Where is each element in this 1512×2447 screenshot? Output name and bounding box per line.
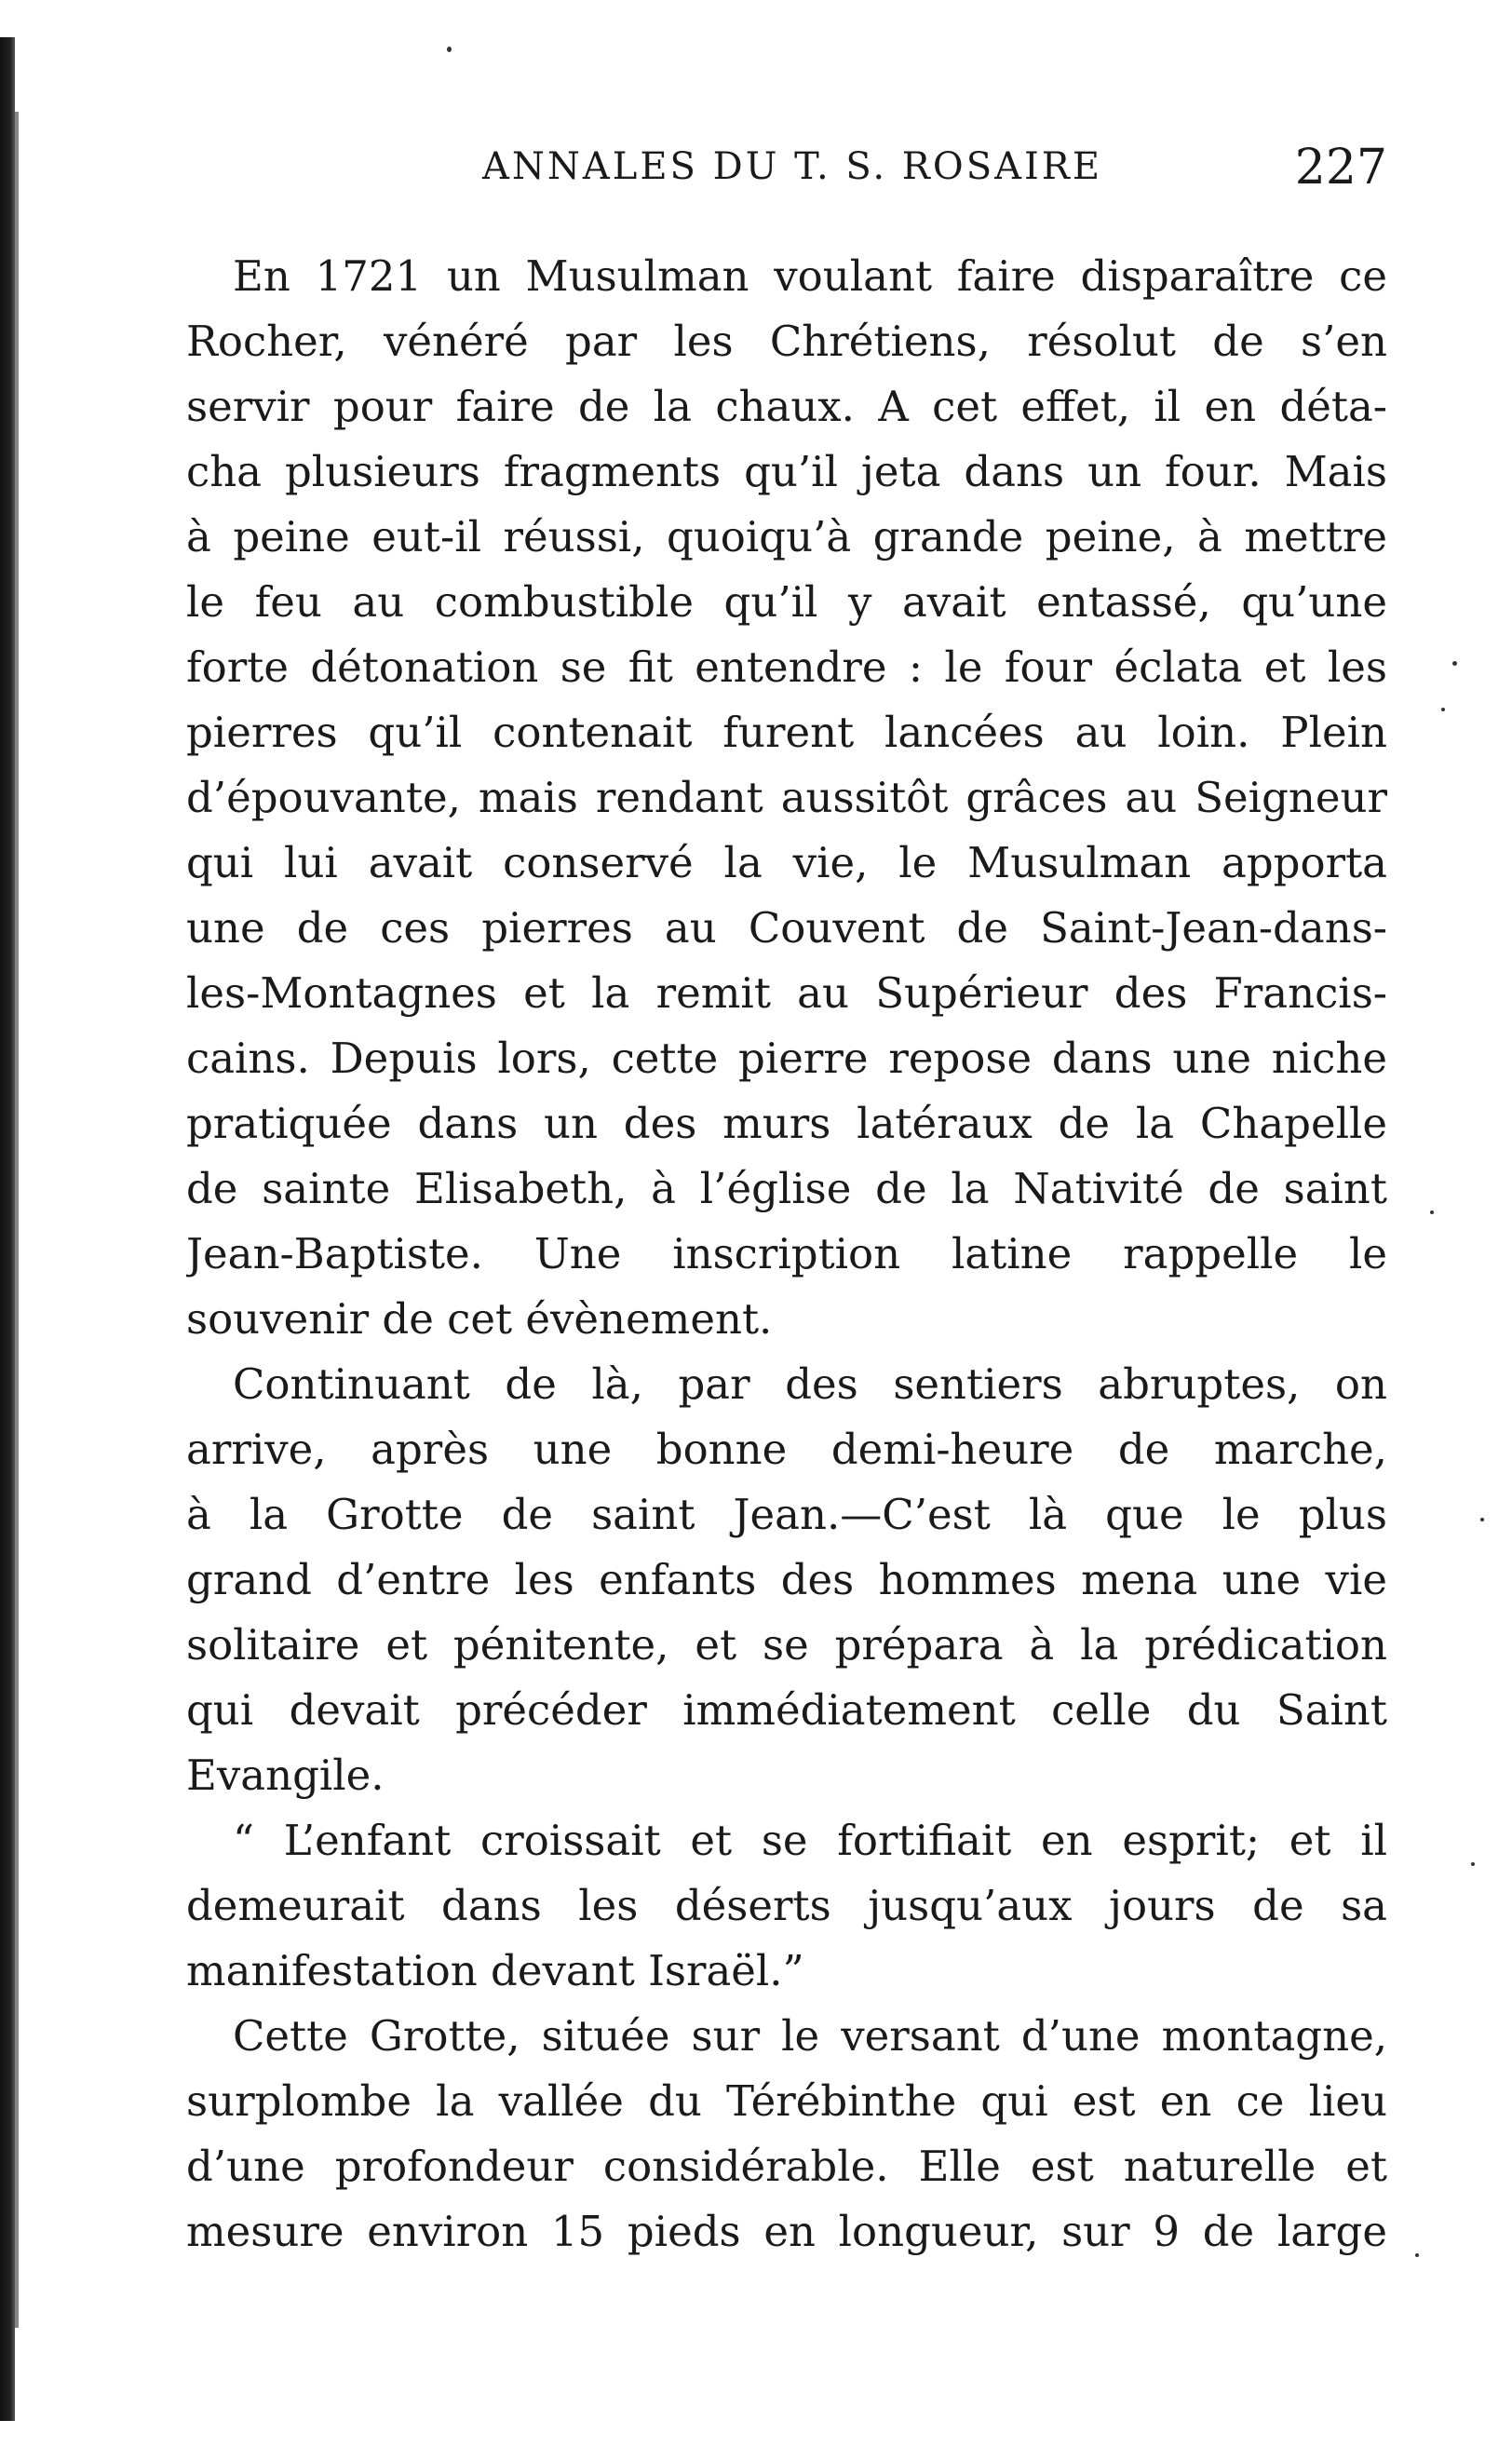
text-line: grand d’entre les enfants des hommes mena une vie xyxy=(186,1555,1387,1604)
running-title: ANNALES DU T. S. ROSAIRE xyxy=(482,145,1103,188)
quotation-line: manifestation devant Israël.” xyxy=(186,1946,804,1995)
text-line: forte détonation se fit entendre : le four éclata et les xyxy=(186,642,1387,692)
scan-speck xyxy=(1415,2253,1419,2257)
text-line: le feu au combustible qu’il y avait entassé, qu’une xyxy=(186,577,1387,627)
text-line: En 1721 un Musulman voulant faire disparaître ce xyxy=(233,251,1387,301)
text-line: à peine eut-il réussi, quoiqu’à grande peine, à mettre xyxy=(186,512,1387,561)
text-line: cha plusieurs fragments qu’il jeta dans un four. Mais xyxy=(186,447,1387,496)
quotation-line: demeurait dans les déserts jusqu’aux jours de sa xyxy=(186,1881,1387,1930)
page-binding-edge xyxy=(0,37,15,2421)
scan-speck xyxy=(1452,661,1457,666)
page-number: 227 xyxy=(1294,140,1387,196)
scan-speck xyxy=(1480,1518,1484,1521)
quotation-line: “ L’enfant croissait et se fortifiait en esprit; et il xyxy=(233,1816,1387,1865)
text-line: pratiquée dans un des murs latéraux de la Chapelle xyxy=(186,1099,1387,1148)
body-text xyxy=(186,244,1387,2264)
scan-speck xyxy=(1430,1210,1434,1214)
text-line: pierres qu’il contenait furent lancées au loin. Plein xyxy=(186,708,1387,757)
text-line: qui lui avait conservé la vie, le Musulman apporta xyxy=(186,838,1387,887)
text-line: d’une profondeur considérable. Elle est naturelle et xyxy=(186,2142,1387,2191)
text-line: Rocher, vénéré par les Chrétiens, résolut de s’en xyxy=(186,317,1387,366)
text-line: Cette Grotte, située sur le versant d’une montagne, xyxy=(233,2011,1387,2061)
text-line: servir pour faire de la chaux. A cet effet, il en déta- xyxy=(186,382,1387,431)
text-line: surplombe la vallée du Térébinthe qui est en ce lieu xyxy=(186,2076,1387,2126)
text-line: mesure environ 15 pieds en longueur, sur 9 de large xyxy=(186,2207,1387,2256)
text-line: souvenir de cet évènement. xyxy=(186,1294,773,1344)
text-line: solitaire et pénitente, et se prépara à la prédication xyxy=(186,1620,1387,1670)
text-line: les-Montagnes et la remit au Supérieur des Francis- xyxy=(186,968,1387,1018)
text-line: Evangile. xyxy=(186,1751,385,1800)
scan-speck xyxy=(1441,708,1445,711)
scan-speck xyxy=(1471,1862,1475,1866)
text-line: une de ces pierres au Couvent de Saint-Jean-dans- xyxy=(186,903,1387,953)
text-line: arrive, après une bonne demi-heure de marche, xyxy=(186,1425,1387,1474)
text-line: Continuant de là, par des sentiers abruptes, on xyxy=(233,1359,1387,1409)
text-line: Jean-Baptiste. Une inscription latine rappelle le xyxy=(186,1229,1387,1278)
running-head xyxy=(186,140,1387,205)
text-line: cains. Depuis lors, cette pierre repose dans une niche xyxy=(186,1034,1387,1083)
page-binding-shadow xyxy=(15,112,19,2328)
text-line: qui devait précéder immédiatement celle du Saint xyxy=(186,1685,1387,1735)
text-line: de sainte Elisabeth, à l’église de la Nativité de saint xyxy=(186,1164,1387,1213)
text-line: à la Grotte de saint Jean.—C’est là que le plus xyxy=(186,1490,1387,1539)
scan-speck xyxy=(447,47,452,52)
text-line: d’épouvante, mais rendant aussitôt grâces au Seigneur xyxy=(186,773,1387,822)
